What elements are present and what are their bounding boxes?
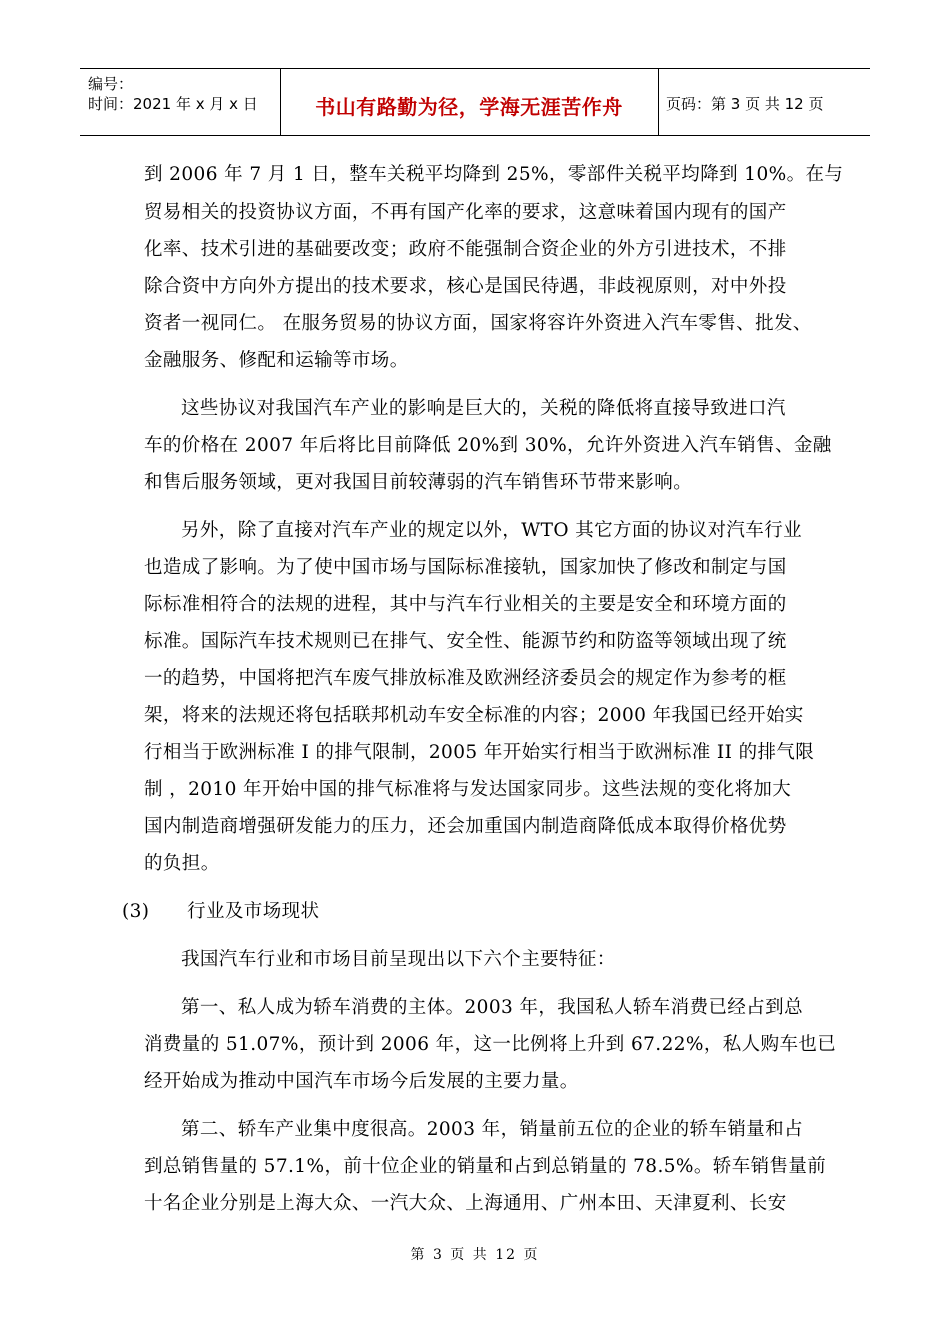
document-time-label: 时间：2021 年 x 月 x 日 — [88, 95, 258, 113]
text-line: 到 2006 年 7 月 1 日，整车关税平均降到 25%，零部件关税平均降到 10%。在与 — [144, 164, 844, 185]
text-line: 第一、私人成为轿车消费的主体。2003 年，我国私人轿车消费已经占到总 — [181, 997, 803, 1018]
header-page-label: 页码：第 3 页 共 12 页 — [666, 95, 824, 113]
text-line: 到总销售量的 57.1%，前十位企业的销量和占到总销量的 78.5%。轿车销售量前 — [144, 1156, 827, 1177]
page-header — [80, 68, 870, 136]
text-line: 和售后服务领域，更对我国目前较薄弱的汽车销售环节带来影响。 — [144, 472, 693, 493]
text-line: 国内制造商增强研发能力的压力，还会加重国内制造商降低成本取得价格优势 — [144, 816, 787, 837]
text-line: 另外，除了直接对汽车产业的规定以外，WTO 其它方面的协议对汽车行业 — [181, 520, 803, 541]
text-line: 贸易相关的投资协议方面，不再有国产化率的要求，这意味着国内现有的国产 — [144, 202, 787, 223]
text-line: 的负担。 — [144, 853, 220, 874]
text-line: 消费量的 51.07%，预计到 2006 年，这一比例将上升到 67.22%，私人购车也已 — [144, 1034, 837, 1055]
text-line: 经开始成为推动中国汽车市场今后发展的主要力量。 — [144, 1071, 579, 1092]
text-line: 这些协议对我国汽车产业的影响是巨大的，关税的降低将直接导致进口汽 — [181, 398, 786, 419]
text-line: 除合资中方向外方提出的技术要求，核心是国民待遇，非歧视原则，对中外投 — [144, 276, 787, 297]
document-number-label: 编号： — [88, 75, 134, 93]
text-line: 化率、技术引进的基础要改变；政府不能强制合资企业的外方引进技术，不排 — [144, 239, 787, 260]
text-line: 架，将来的法规还将包括联邦机动车安全标准的内容；2000 年我国已经开始实 — [144, 705, 804, 726]
section-heading: (3) 行业及市场现状 — [122, 901, 320, 922]
page-footer: 第 3 页 共 12 页 — [410, 1247, 540, 1263]
text-line: 也造成了影响。为了使中国市场与国际标准接轨，国家加快了修改和制定与国 — [144, 557, 787, 578]
text-line: 金融服务、修配和运输等市场。 — [144, 350, 409, 371]
text-line: 标准。国际汽车技术规则已在排气、安全性、能源节约和防盗等领域出现了统 — [144, 631, 787, 652]
text-line: 第二、轿车产业集中度很高。2003 年，销量前五位的企业的轿车销量和占 — [181, 1119, 803, 1140]
text-line: 车的价格在 2007 年后将比目前降低 20%到 30%，允许外资进入汽车销售、金融 — [144, 435, 832, 456]
header-motto-cell — [280, 69, 659, 135]
text-line: 资者一视同仁。 在服务贸易的协议方面，国家将容许外资进入汽车零售、批发、 — [144, 313, 812, 334]
header-motto: 书山有路勤为径，学海无涯苦作舟 — [315, 95, 623, 119]
header-page-cell — [658, 69, 870, 135]
text-line: 十名企业分别是上海大众、一汽大众、上海通用、广州本田、天津夏利、长安 — [144, 1193, 787, 1214]
text-line: 一的趋势，中国将把汽车废气排放标准及欧洲经济委员会的规定作为参考的框 — [144, 668, 787, 689]
text-line: 际标准相符合的法规的进程，其中与汽车行业相关的主要是安全和环境方面的 — [144, 594, 787, 615]
text-line: 我国汽车行业和市场目前呈现出以下六个主要特征： — [181, 949, 616, 970]
header-info-cell — [80, 69, 281, 135]
text-line: 制 ，2010 年开始中国的排气标准将与发达国家同步。这些法规的变化将加大 — [144, 779, 792, 800]
text-line: 行相当于欧洲标准 I 的排气限制，2005 年开始实行相当于欧洲标准 II 的排气限 — [144, 742, 815, 763]
